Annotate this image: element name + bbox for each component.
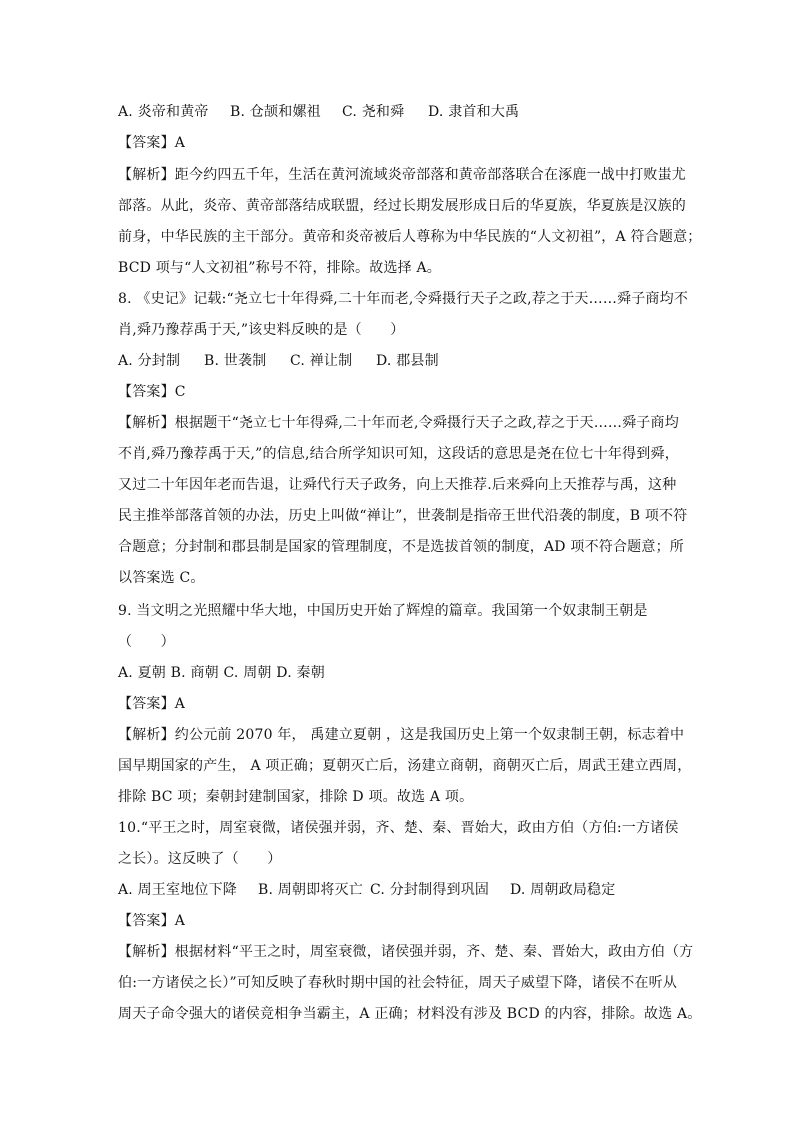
q8-option-a: A. 分封制 [118,353,181,369]
q10-analysis-line: 伯:一方诸侯之长）”可知反映了春秋时期中国的社会特征，周天子威望下降，诸侯不在听从 [118,975,678,991]
q10-option-c: C. 分封制得到巩固 [370,882,490,898]
q10-option-d: D. 周朝政局稳定 [510,882,616,898]
q7-option-d: D. 隶首和大禹 [428,104,520,120]
q9-stem-line: （ ） [118,634,175,650]
q10-analysis-line: 周天子命令强大的诸侯竞相争当霸主，A 正确；材料没有涉及 BCD 的内容，排除。故选 A。 [118,1006,702,1022]
q8-analysis-line: 合题意；分封制和郡县制是国家的管理制度，不是选拔首领的制度，AD 项不符合题意；所 [118,539,684,555]
q7-analysis-line: 部落。从此，炎帝、黄帝部落结成联盟，经过长期发展形成日后的华夏族，华夏族是汉族的 [118,198,686,214]
q7-analysis-line: BCD 项与“人文初祖”称号不符，排除。故选择 A。 [118,260,442,276]
q8-answer: 【答案】C [118,384,186,400]
q9-options: A. 夏朝 B. 商朝 C. 周朝 D. 秦朝 [118,665,325,681]
q8-analysis-line: 又过二十年因年老而告退，让舜代行天子政务，向上天推荐.后来舜向上天推荐与禹，这种 [118,477,677,493]
q7-analysis-line: 前身，中华民族的主干部分。黄帝和炎帝被后人尊称为中华民族的“人文初祖”，A 符合题意； [118,229,702,245]
q8-analysis-line: 【解析】根据题干“尧立七十年得舜,二十年而老,令舜摄行天子之政,荐之于天……舜子商均 [118,415,679,431]
q10-stem-line: 之长）。这反映了（ ） [118,851,282,867]
q9-stem-line: 9. 当文明之光照耀中华大地，中国历史开始了辉煌的篇章。我国第一个奴隶制王朝是 [118,603,648,619]
q8-analysis-line: 以答案选 C。 [118,570,205,586]
q8-option-c: C. 禅让制 [290,353,353,369]
q7-analysis-line: 【解析】距今约四五千年，生活在黄河流域炎帝部落和黄帝部落联合在涿鹿一战中打败蚩尤 [118,167,686,183]
q8-stem-line: 肖,舜乃豫荐禹于天,”该史料反映的是（ ） [118,322,405,338]
q9-analysis-line: 【解析】约公元前 2070 年， 禹建立夏朝 ，这是我国历史上第一个奴隶制王朝，标志着中 [118,727,685,743]
q10-stem-line: 10.“平王之时，周室衰微，诸侯强并弱，齐、楚、秦、晋始大，政由方伯（方伯:一方诸侯 [118,820,679,836]
q9-analysis-line: 排除 BC 项；秦朝封建制国家，排除 D 项。故选 A 项。 [118,789,474,805]
q10-options [118,880,688,900]
q10-option-a: A. 周王室地位下降 [118,882,238,898]
q9-analysis-line: 国早期国家的产生， A 项正确；夏朝灭亡后，汤建立商朝，商朝灭亡后，周武王建立西周， [118,758,692,774]
q10-option-b: B. 周朝即将灭亡 [258,882,363,898]
q7-option-c: C. 尧和舜 [342,104,405,120]
q8-analysis-line: 民主推举部落首领的办法，历史上叫做“禅让”，世袭制是指帝王世代沿袭的制度，B 项不符 [118,508,688,524]
q7-option-a: A. 炎帝和黄帝 [118,104,209,120]
q7-options [118,102,688,122]
q8-options [118,351,688,371]
q10-analysis-line: 【解析】根据材料“平王之时，周室衰微，诸侯强并弱，齐、楚、秦、晋始大，政由方伯（方 [118,944,694,960]
q8-option-b: B. 世袭制 [204,353,267,369]
q8-analysis-line: 不肖,舜乃豫荐禹于天,”的信息,结合所学知识可知，这段话的意思是尧在位七十年得到舜， [118,446,679,462]
q8-stem-line: 8. 《史记》记载:“尧立七十年得舜,二十年而老,令舜摄行天子之政,荐之于天……舜子商均不 [118,291,689,307]
q7-option-b: B. 仓颉和嫘祖 [230,104,321,120]
q9-answer: 【答案】A [118,696,186,712]
q7-answer: 【答案】A [118,135,186,151]
q10-answer: 【答案】A [118,913,186,929]
q8-option-d: D. 郡县制 [376,353,439,369]
